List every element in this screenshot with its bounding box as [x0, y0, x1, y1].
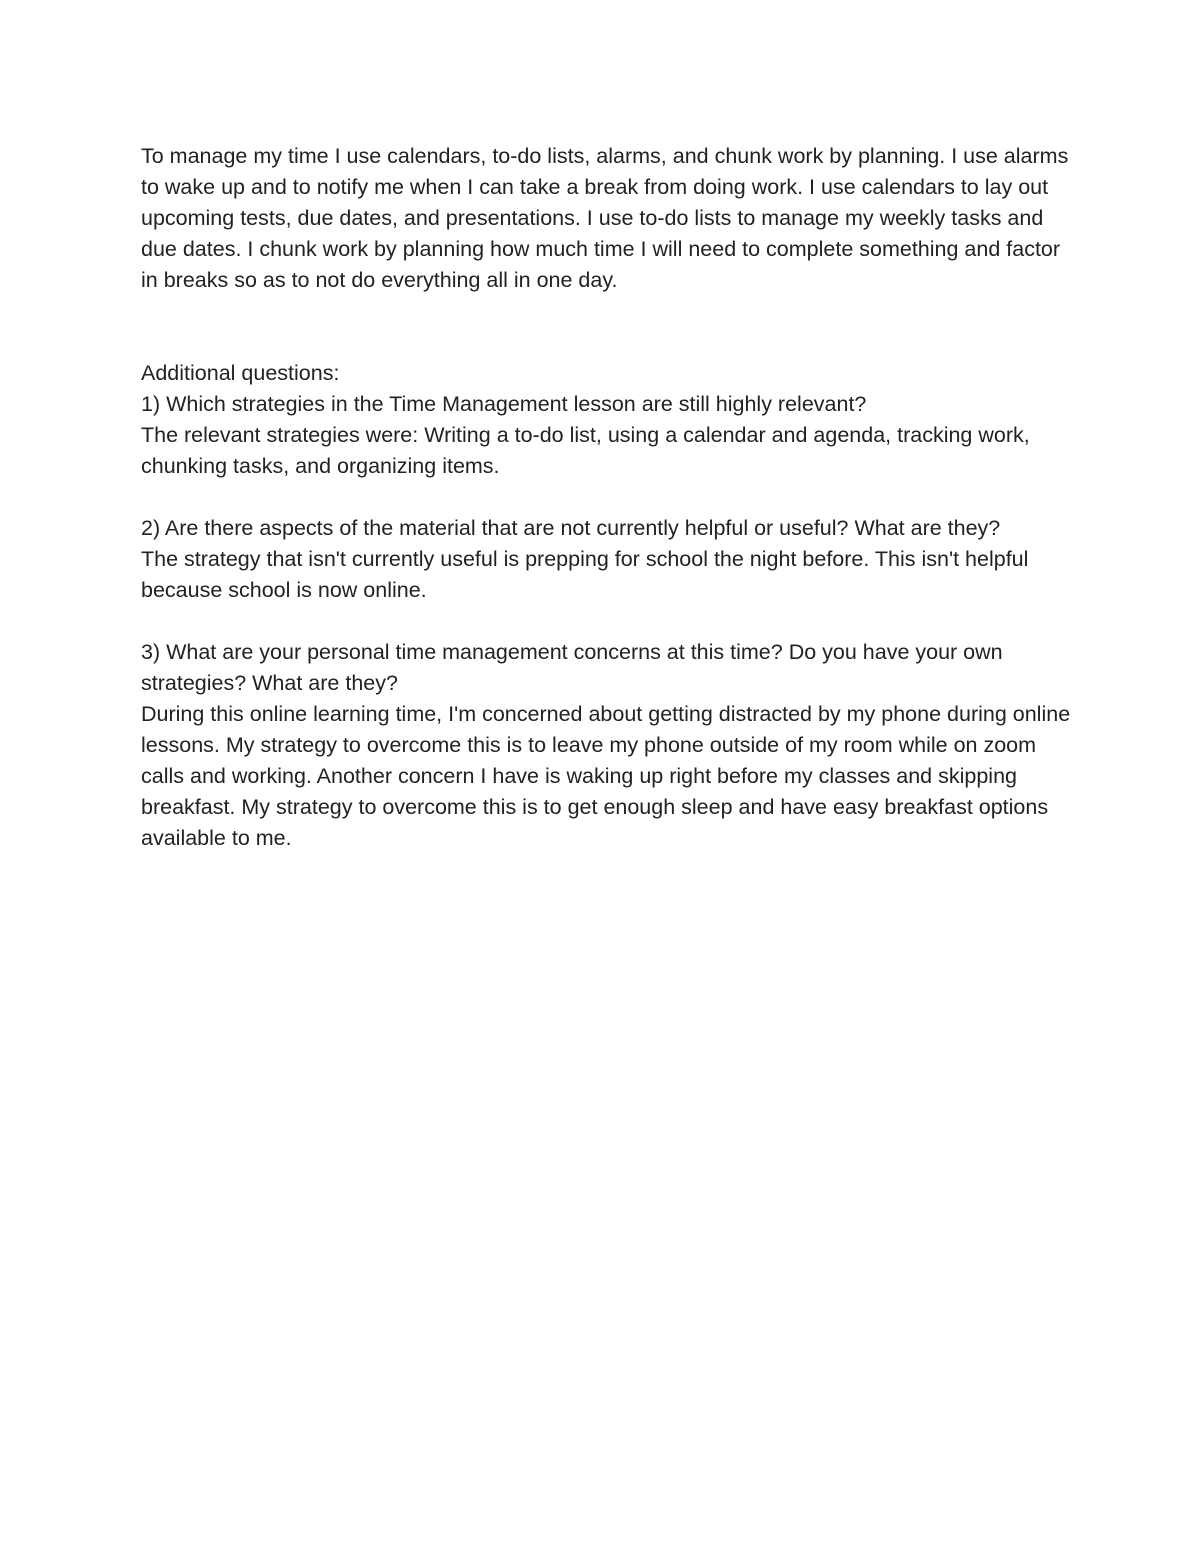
- intro-paragraph: To manage my time I use calendars, to-do lists, alarms, and chunk work by planning. I use alarms to wake up and to notify me when I can take a break from doing work. I use calendars to lay out upcoming tests, due dates, and presentations. I use to-do lists to manage my weekly tasks and due dates. I chunk work by planning how much time I will need to complete something and factor in breaks so as to not do everything all in one day.: [141, 144, 1069, 292]
- spacer: [141, 482, 1071, 513]
- question-2: 2) Are there aspects of the material that are not currently helpful or useful? What are they?: [141, 516, 1001, 540]
- question-3: 3) What are your personal time management concerns at this time? Do you have your own strategies? What are they?: [141, 640, 1003, 695]
- answer-3: During this online learning time, I'm concerned about getting distracted by my phone during online lessons. My strategy to overcome this is to leave my phone outside of my room while on zoom calls and working. Another concern I have is waking up right before my classes and skipping breakfast. My strategy to overcome this is to get enough sleep and have easy breakfast options available to me.: [141, 702, 1071, 850]
- spacer: [141, 296, 1071, 358]
- additional-questions-heading: Additional questions:: [141, 361, 340, 385]
- answer-2: The strategy that isn't currently useful is prepping for school the night before. This isn't helpful because school is now online.: [141, 547, 1029, 602]
- document-body: [141, 141, 1071, 854]
- spacer: [141, 606, 1071, 637]
- question-1: 1) Which strategies in the Time Management lesson are still highly relevant?: [141, 392, 867, 416]
- answer-1: The relevant strategies were: Writing a to-do list, using a calendar and agenda, tracking work, chunking tasks, and organizing items.: [141, 423, 1030, 478]
